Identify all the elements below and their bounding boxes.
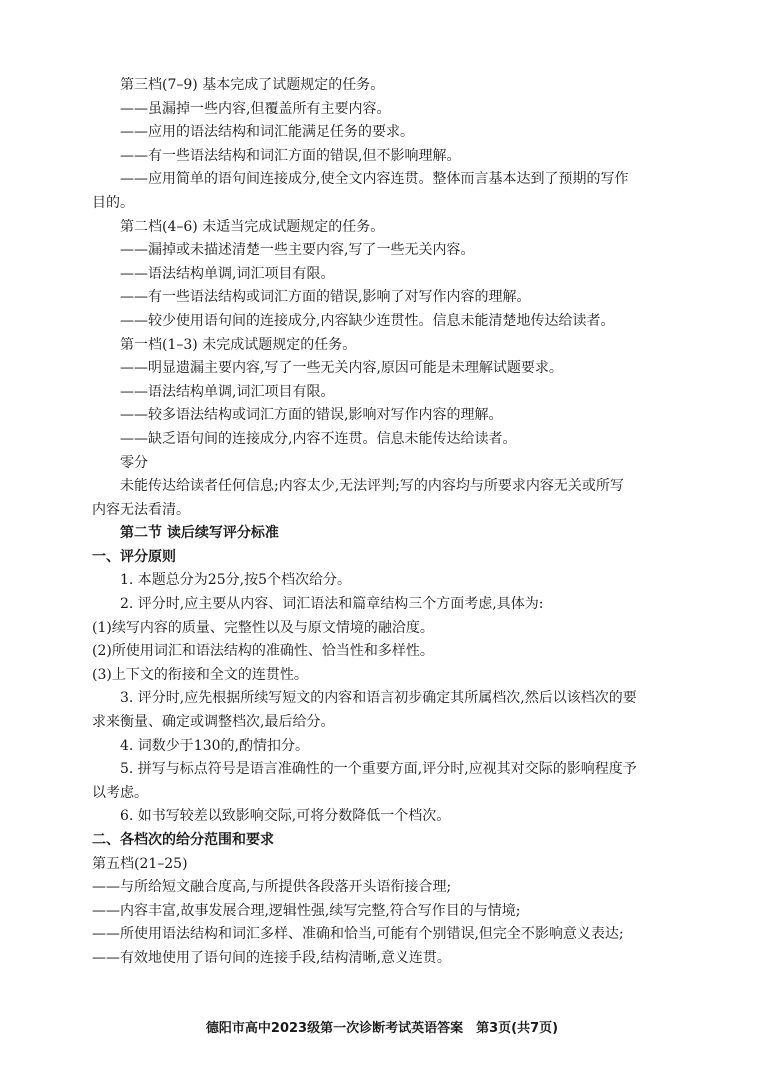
text-line: 4. 词数少于130的,酌情扣分。 [120, 737, 309, 754]
text-line: 第一档(1–3) 未完成试题规定的任务。 [120, 336, 357, 353]
text-line: ——应用的语法结构和词汇能满足任务的要求。 [120, 124, 414, 141]
text-line: ——缺乏语句间的连接成分,内容不连贯。信息未能传达给读者。 [120, 430, 517, 447]
text-line: ——应用简单的语句间连接成分,使全文内容连贯。整体而言基本达到了预期的写作 [120, 171, 629, 188]
page-footer: 德阳市高中2023级第一次诊断考试英语答案 第3页(共7页) [205, 1021, 559, 1036]
text-line: ——较多语法结构或词汇方面的错误,影响对写作内容的理解。 [120, 407, 503, 424]
text-line: 第二档(4–6) 未适当完成试题规定的任务。 [120, 218, 385, 235]
text-line: ——明显遗漏主要内容,写了一些无关内容,原因可能是未理解试题要求。 [120, 360, 563, 377]
document-body [92, 74, 688, 971]
text-line: 3. 评分时,应先根据所续写短文的内容和语言初步确定其所属档次,然后以该档次的要 [120, 690, 637, 707]
text-line: 目的。 [92, 194, 134, 211]
text-line: ——语法结构单调,词汇项目有限。 [120, 265, 335, 282]
section-heading: 一、评分原则 [92, 548, 176, 565]
text-line: 未能传达给读者任何信息;内容太少,无法评判;写的内容均与所要求内容无关或所写 [120, 478, 624, 495]
text-line: ——所使用语法结构和词汇多样、准确和恰当,可能有个别错误,但完全不影响意义表达; [92, 926, 624, 943]
text-line: ——有一些语法结构和词汇方面的错误,但不影响理解。 [120, 147, 461, 164]
text-line: (2)所使用词汇和语法结构的准确性、恰当性和多样性。 [92, 643, 434, 660]
text-line: ——有效地使用了语句间的连接手段,结构清晰,意义连贯。 [92, 949, 451, 966]
text-line: ——语法结构单调,词汇项目有限。 [120, 383, 335, 400]
text-line: (3)上下文的衔接和全文的连贯性。 [92, 666, 308, 683]
text-line: 第五档(21–25) [92, 855, 188, 872]
text-line: 第三档(7–9) 基本完成了试题规定的任务。 [120, 77, 385, 93]
text-line: 6. 如书写较差以致影响交际,可将分数降低一个档次。 [120, 808, 451, 825]
text-line: ——漏掉或未描述清楚一些主要内容,写了一些无关内容。 [120, 242, 475, 259]
text-line: 以考虑。 [92, 784, 148, 801]
text-line: (1)续写内容的质量、完整性以及与原文情境的融洽度。 [92, 619, 434, 636]
text-line: 1. 本题总分为25分,按5个档次给分。 [120, 572, 351, 589]
text-line: 内容无法看清。 [92, 501, 190, 518]
section-heading: 二、各档次的给分范围和要求 [92, 832, 274, 848]
text-line: ——有一些语法结构或词汇方面的错误,影响了对写作内容的理解。 [120, 289, 531, 306]
text-line: 2. 评分时,应主要从内容、词汇语法和篇章结构三个方面考虑,具体为: [120, 596, 544, 613]
text-line: ——内容丰富,故事发展合理,逻辑性强,续写完整,符合写作目的与情境; [92, 902, 521, 919]
text-line: ——与所给短文融合度高,与所提供各段落开头语衔接合理; [92, 879, 452, 896]
text-line: 5. 拼写与标点符号是语言准确性的一个重要方面,评分时,应视其对交际的影响程度予 [120, 761, 637, 778]
text-line: 求来衡量、确定或调整档次,最后给分。 [92, 714, 335, 731]
text-line: ——虽漏掉一些内容,但覆盖所有主要内容。 [120, 100, 391, 117]
text-line: 零分 [120, 454, 148, 471]
section-heading: 第二节 读后续写评分标准 [120, 525, 279, 542]
text-line: ——较少使用语句间的连接成分,内容缺少连贯性。信息未能清楚地传达给读者。 [120, 312, 615, 329]
